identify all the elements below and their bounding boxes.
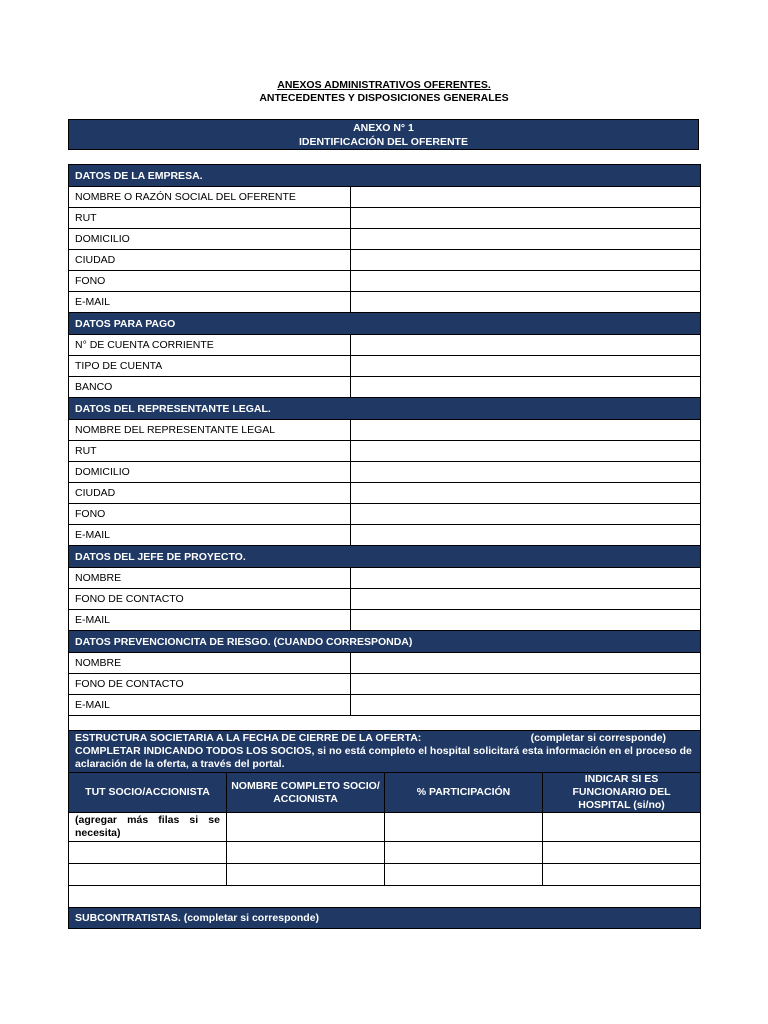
field-label: CIUDAD <box>69 483 351 504</box>
field-label: N° DE CUENTA CORRIENTE <box>69 335 351 356</box>
field-input[interactable] <box>351 187 701 208</box>
field-input[interactable] <box>351 504 701 525</box>
section-jefe-title: DATOS DEL JEFE DE PROYECTO. <box>69 546 701 568</box>
field-input[interactable] <box>351 483 701 504</box>
field-label: NOMBRE <box>69 568 351 589</box>
annex-subtitle: IDENTIFICACIÓN DEL OFERENTE <box>299 135 468 148</box>
field-label: DOMICILIO <box>69 462 351 483</box>
field-label: NOMBRE <box>69 653 351 674</box>
field-input[interactable] <box>351 525 701 546</box>
table-cell-input[interactable] <box>385 864 543 886</box>
field-input[interactable] <box>351 271 701 292</box>
field-label: E-MAIL <box>69 292 351 313</box>
field-label: E-MAIL <box>69 610 351 631</box>
identification-form <box>68 164 701 929</box>
row-note: (agregar más filas si se necesita) <box>69 813 227 842</box>
spacer-row <box>69 716 701 731</box>
section-representante-title: DATOS DEL REPRESENTANTE LEGAL. <box>69 398 701 420</box>
field-input[interactable] <box>351 335 701 356</box>
field-label: TIPO DE CUENTA <box>69 356 351 377</box>
spacer-row <box>69 886 701 908</box>
table-cell-input[interactable] <box>543 842 701 864</box>
field-input[interactable] <box>351 420 701 441</box>
col-header-participacion: % PARTICIPACIÓN <box>385 773 543 813</box>
annex-banner <box>68 119 699 150</box>
field-input[interactable] <box>351 356 701 377</box>
table-cell-input[interactable] <box>69 842 227 864</box>
field-input[interactable] <box>351 441 701 462</box>
section-estructura-note: (completar si corresponde) <box>530 732 667 744</box>
table-cell-input[interactable] <box>69 864 227 886</box>
col-header-funcionario: INDICAR SI ES FUNCIONARIO DEL HOSPITAL (si/no) <box>543 773 701 813</box>
field-label: FONO <box>69 271 351 292</box>
table-cell-input[interactable] <box>227 864 385 886</box>
field-input[interactable] <box>351 610 701 631</box>
field-label: E-MAIL <box>69 695 351 716</box>
field-input[interactable] <box>351 250 701 271</box>
field-label: DOMICILIO <box>69 229 351 250</box>
document-subtitle: ANTECEDENTES Y DISPOSICIONES GENERALES <box>259 92 509 104</box>
annex-number: ANEXO N° 1 <box>353 121 414 134</box>
field-label: FONO DE CONTACTO <box>69 589 351 610</box>
table-cell-input[interactable] <box>385 813 543 842</box>
field-label: RUT <box>69 208 351 229</box>
col-header-tut: TUT SOCIO/ACCIONISTA <box>69 773 227 813</box>
field-label: FONO DE CONTACTO <box>69 674 351 695</box>
field-label: FONO <box>69 504 351 525</box>
section-estructura-instructions: COMPLETAR INDICANDO TODOS LOS SOCIOS, si no está completo el hospital solicitará esta información en el proceso de aclaración de la oferta, a través del portal. <box>75 745 692 770</box>
document-header <box>0 79 768 105</box>
col-header-nombre: NOMBRE COMPLETO SOCIO/ ACCIONISTA <box>227 773 385 813</box>
field-input[interactable] <box>351 229 701 250</box>
field-label: E-MAIL <box>69 525 351 546</box>
field-input[interactable] <box>351 589 701 610</box>
table-cell-input[interactable] <box>227 813 385 842</box>
field-input[interactable] <box>351 674 701 695</box>
table-cell-input[interactable] <box>543 864 701 886</box>
section-prevencionista-title: DATOS PREVENCIONCITA DE RIESGO. (CUANDO CORRESPONDA) <box>69 631 701 653</box>
section-estructura-title: ESTRUCTURA SOCIETARIA A LA FECHA DE CIERRE DE LA OFERTA: <box>75 732 422 744</box>
field-input[interactable] <box>351 695 701 716</box>
field-label: BANCO <box>69 377 351 398</box>
document-title: ANEXOS ADMINISTRATIVOS OFERENTES. <box>277 79 491 91</box>
section-subcontratistas-title: SUBCONTRATISTAS. (completar si corresponde) <box>69 908 701 929</box>
table-cell-input[interactable] <box>543 813 701 842</box>
field-label: RUT <box>69 441 351 462</box>
field-input[interactable] <box>351 292 701 313</box>
field-label: NOMBRE DEL REPRESENTANTE LEGAL <box>69 420 351 441</box>
field-label: CIUDAD <box>69 250 351 271</box>
section-pago-title: DATOS PARA PAGO <box>69 313 701 335</box>
section-estructura-header <box>69 731 701 773</box>
field-input[interactable] <box>351 653 701 674</box>
field-label: NOMBRE O RAZÓN SOCIAL DEL OFERENTE <box>69 187 351 208</box>
field-input[interactable] <box>351 377 701 398</box>
field-input[interactable] <box>351 568 701 589</box>
table-cell-input[interactable] <box>227 842 385 864</box>
field-input[interactable] <box>351 208 701 229</box>
field-input[interactable] <box>351 462 701 483</box>
table-cell-input[interactable] <box>385 842 543 864</box>
section-empresa-title: DATOS DE LA EMPRESA. <box>69 165 701 187</box>
